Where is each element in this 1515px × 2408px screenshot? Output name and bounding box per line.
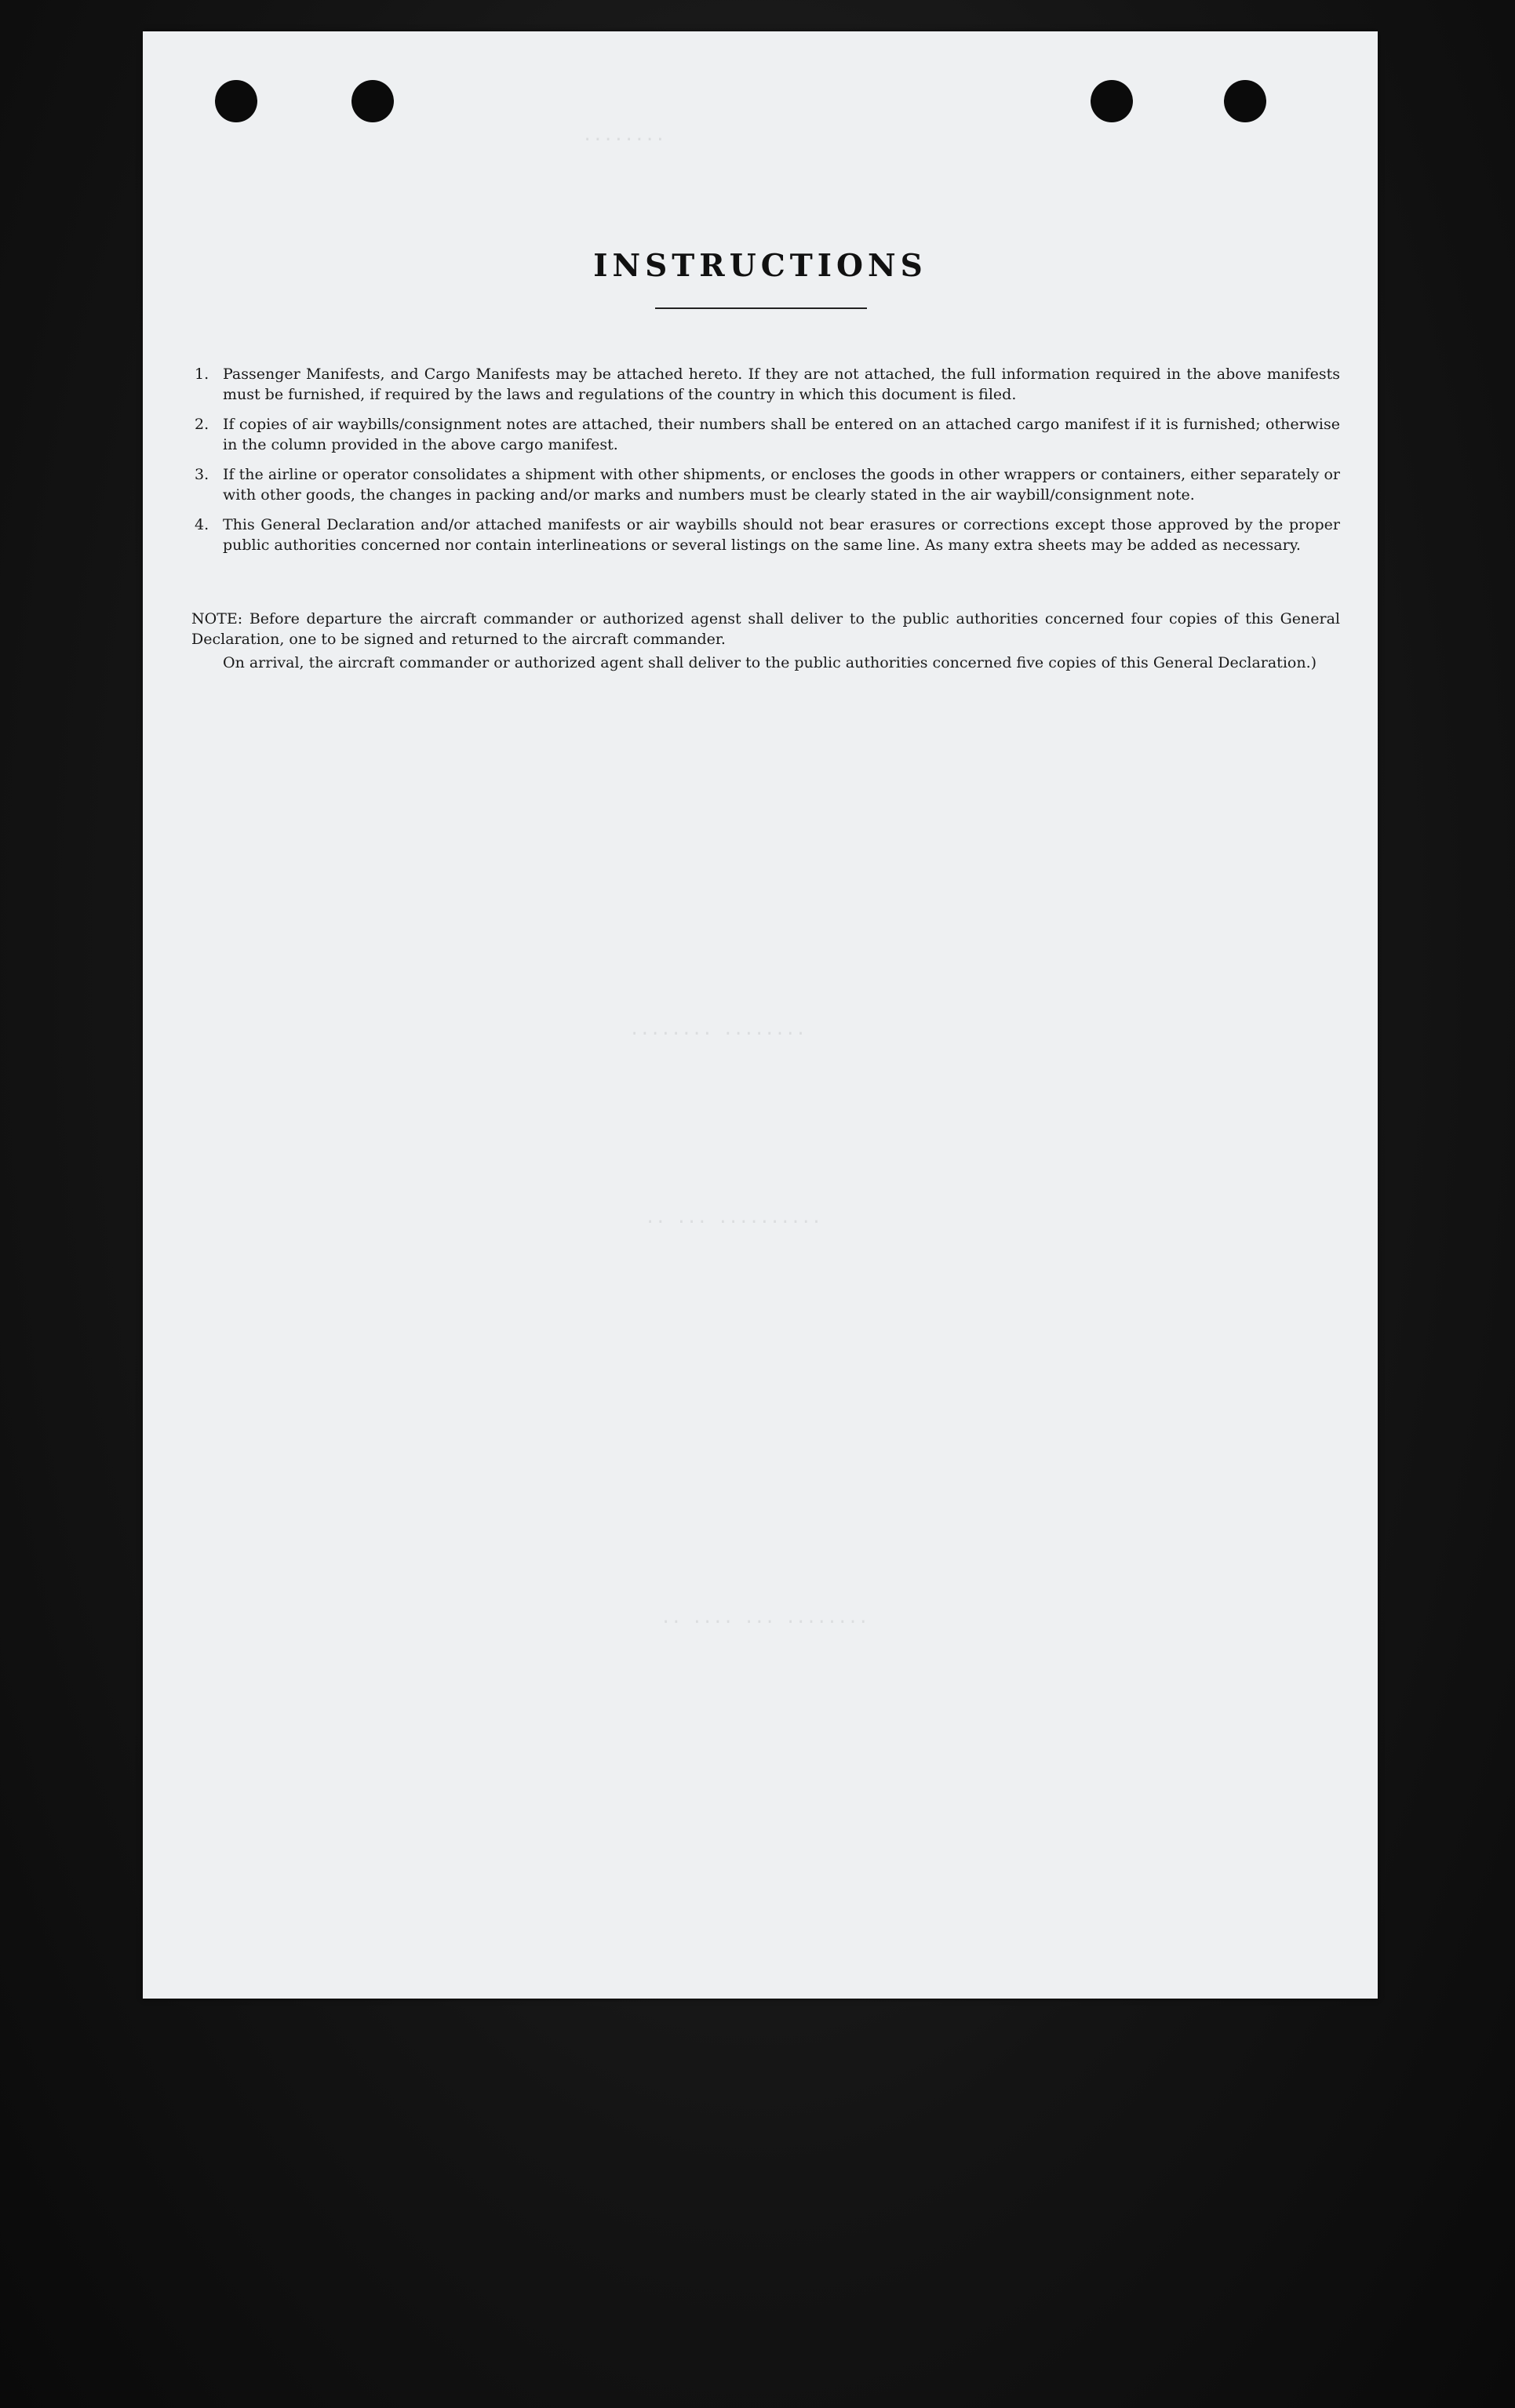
instruction-number: 1. [195, 366, 209, 383]
bleed-through-text: .. .... ... ........ [661, 1608, 869, 1628]
bleed-through-text: .. ... .......... [645, 1208, 822, 1228]
note-departure: NOTE: Before departure the aircraft commander or authorized agenst shall deliver to the public authorities concerned four copies of this General Declaration, one to be signed and returned to the aircraft commander. [191, 610, 1340, 648]
document-page [143, 31, 1378, 1999]
note-arrival: On arrival, the aircraft commander or authorized agent shall deliver to the public authorities concerned five copies of this General Declaration.) [223, 654, 1317, 671]
note-section [191, 609, 1340, 676]
instruction-text: If copies of air waybills/consignment notes are attached, their numbers shall be entered on an attached cargo manifest if it is furnished; otherwise in the column provided in the above cargo manifest. [223, 416, 1340, 453]
document-title: INSTRUCTIONS [593, 248, 927, 284]
instruction-number: 4. [195, 516, 209, 533]
instruction-item [190, 464, 1340, 505]
bleed-through-text: ........ [582, 125, 665, 145]
instructions-list [190, 364, 1340, 565]
punch-hole-right-1 [1091, 80, 1133, 122]
instruction-text: Passenger Manifests, and Cargo Manifests may be attached hereto. If they are not attached, the full information required in the above manifests must be furnished, if required by the laws and regulations of the country in which this document is filed. [223, 366, 1340, 403]
punch-hole-left-2 [351, 80, 394, 122]
instruction-item [190, 414, 1340, 455]
instruction-item [190, 515, 1340, 555]
punch-hole-right-2 [1224, 80, 1266, 122]
instruction-number: 2. [195, 416, 209, 433]
instruction-text: This General Declaration and/or attached manifests or air waybills should not bear erasures or corrections except those approved by the proper public authorities concerned nor contain interlineations or several listings on the same line. As many extra sheets may be added as necessary. [223, 516, 1340, 554]
bleed-through-text: ........ ........ [629, 1020, 807, 1039]
instruction-number: 3. [195, 466, 209, 483]
instruction-item [190, 364, 1340, 405]
punch-hole-left-1 [215, 80, 257, 122]
title-underline [655, 307, 867, 309]
instruction-text: If the airline or operator consolidates a shipment with other shipments, or encloses the goods in other wrappers or containers, either separately or with other goods, the changes in packing and/or marks and numbers must be clearly stated in the air waybill/consignment note. [223, 466, 1340, 504]
